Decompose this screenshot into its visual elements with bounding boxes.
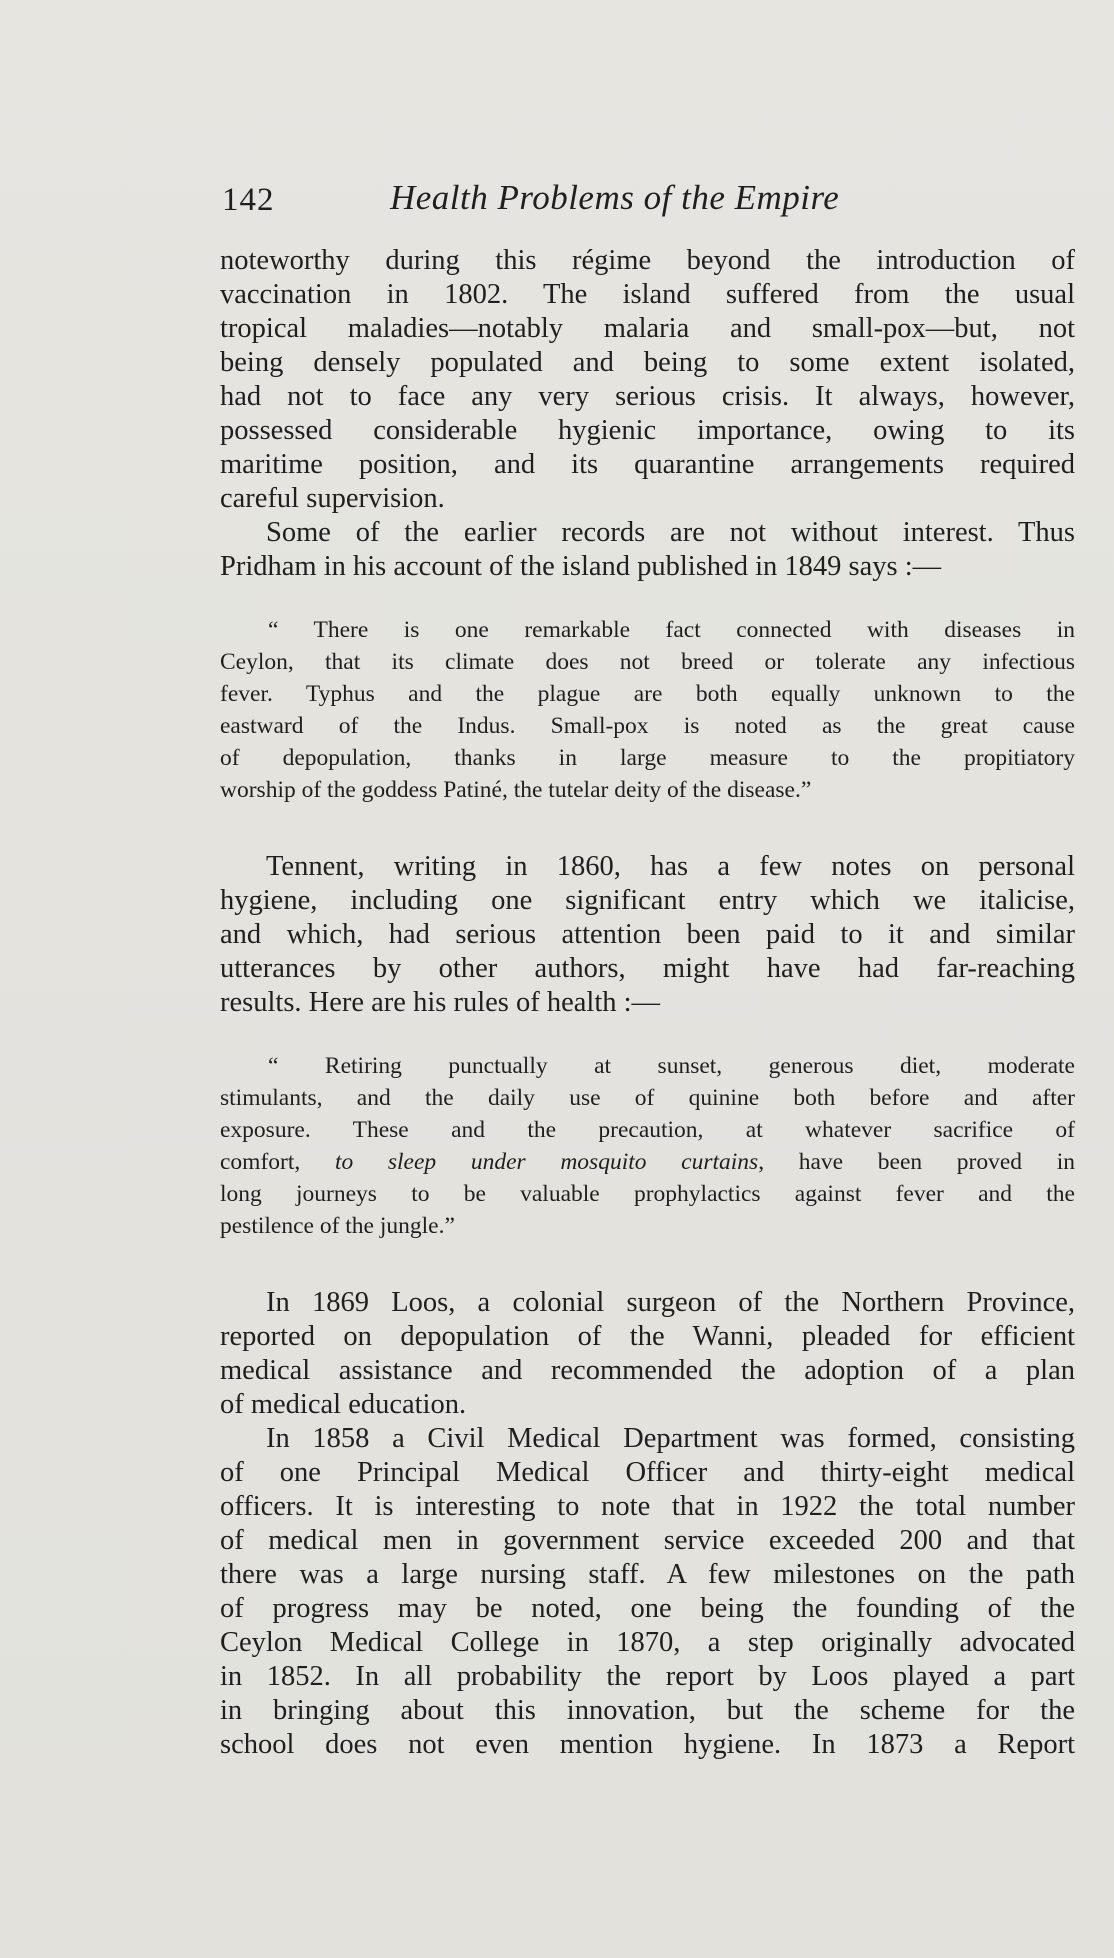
text-line: noteworthy during this régime beyond the introduction of — [220, 245, 1075, 276]
text-line: careful supervision. — [220, 483, 445, 514]
text-line: results. Here are his rules of health :— — [220, 987, 661, 1018]
text-line: officers. It is interesting to note that in 1922 the total number — [220, 1491, 1075, 1522]
quote-text: comfort, — [220, 1149, 335, 1175]
body-text — [220, 244, 1075, 1762]
text-line: vaccination in 1802. The island suffered from the usual — [220, 279, 1075, 310]
text-line: of medical education. — [220, 1389, 467, 1420]
text-line: Ceylon Medical College in 1870, a step originally advocated — [220, 1627, 1075, 1658]
paragraph-4 — [220, 1286, 1075, 1422]
text-line: and which, had serious attention been paid to it and similar — [220, 919, 1075, 950]
text-line: Tennent, writing in 1860, has a few notes on personal — [266, 851, 1075, 882]
quote-line: exposure. These and the precaution, at whatever sacrifice of — [220, 1117, 1075, 1143]
paragraph-3 — [220, 850, 1075, 1020]
text-line: tropical maladies—notably malaria and small-pox—but, not — [220, 313, 1075, 344]
text-line: Pridham in his account of the island published in 1849 says :— — [220, 551, 942, 582]
text-line: maritime position, and its quarantine arrangements required — [220, 449, 1075, 480]
quote-line: worship of the goddess Patiné, the tutelar deity of the disease.” — [220, 777, 812, 803]
quote-line: long journeys to be valuable prophylactics against fever and the — [220, 1181, 1075, 1207]
italicised-phrase: to sleep under mosquito curtains — [334, 1149, 759, 1175]
text-line: utterances by other authors, might have had far-reaching — [220, 953, 1075, 984]
quote-line: eastward of the Indus. Small-pox is noted as the great cause — [220, 713, 1075, 739]
quote-line: Ceylon, that its climate does not breed or tolerate any infectious — [220, 649, 1075, 675]
text-line: Some of the earlier records are not without interest. Thus — [266, 517, 1075, 548]
text-line: there was a large nursing staff. A few milestones on the path — [220, 1559, 1075, 1590]
text-line: of progress may be noted, one being the founding of the — [220, 1593, 1075, 1624]
text-line: school does not even mention hygiene. In 1873 a Report — [220, 1729, 1075, 1760]
running-head — [222, 178, 1082, 230]
text-line: being densely populated and being to some extent isolated, — [220, 347, 1075, 378]
text-line: In 1869 Loos, a colonial surgeon of the Northern Province, — [266, 1287, 1075, 1318]
text-line: medical assistance and recommended the adoption of a plan — [220, 1355, 1075, 1386]
quote-line-with-italic — [220, 1146, 1075, 1178]
paragraph-2 — [220, 516, 1075, 584]
quote-line: fever. Typhus and the plague are both equally unknown to the — [220, 681, 1075, 707]
text-line: had not to face any very serious crisis. It always, however, — [220, 381, 1075, 412]
quote-line: pestilence of the jungle.” — [220, 1213, 455, 1239]
text-line: In 1858 a Civil Medical Department was formed, consisting — [266, 1423, 1075, 1454]
text-line: of medical men in government service exceeded 200 and that — [220, 1525, 1075, 1556]
text-line: hygiene, including one significant entry which we italicise, — [220, 885, 1075, 916]
text-line: in 1852. In all probability the report by Loos played a part — [220, 1661, 1075, 1692]
text-line: reported on depopulation of the Wanni, pleaded for efficient — [220, 1321, 1075, 1352]
page-number: 142 — [222, 182, 275, 218]
quote-line: stimulants, and the daily use of quinine both before and after — [220, 1085, 1075, 1111]
block-quote-tennent — [220, 1050, 1075, 1242]
paragraph-1 — [220, 244, 1075, 516]
quote-line: of depopulation, thanks in large measure to the propitiatory — [220, 745, 1075, 771]
quote-text: , have been proved in — [758, 1149, 1075, 1175]
text-line: possessed considerable hygienic importance, owing to its — [220, 415, 1075, 446]
text-line: in bringing about this innovation, but the scheme for the — [220, 1695, 1075, 1726]
quote-line: “ There is one remarkable fact connected with diseases in — [268, 617, 1075, 643]
text-line: of one Principal Medical Officer and thirty-eight medical — [220, 1457, 1075, 1488]
quote-line: “ Retiring punctually at sunset, generous diet, moderate — [268, 1053, 1075, 1079]
block-quote-pridham — [220, 614, 1075, 806]
running-title: Health Problems of the Empire — [390, 178, 840, 217]
paragraph-5 — [220, 1422, 1075, 1762]
